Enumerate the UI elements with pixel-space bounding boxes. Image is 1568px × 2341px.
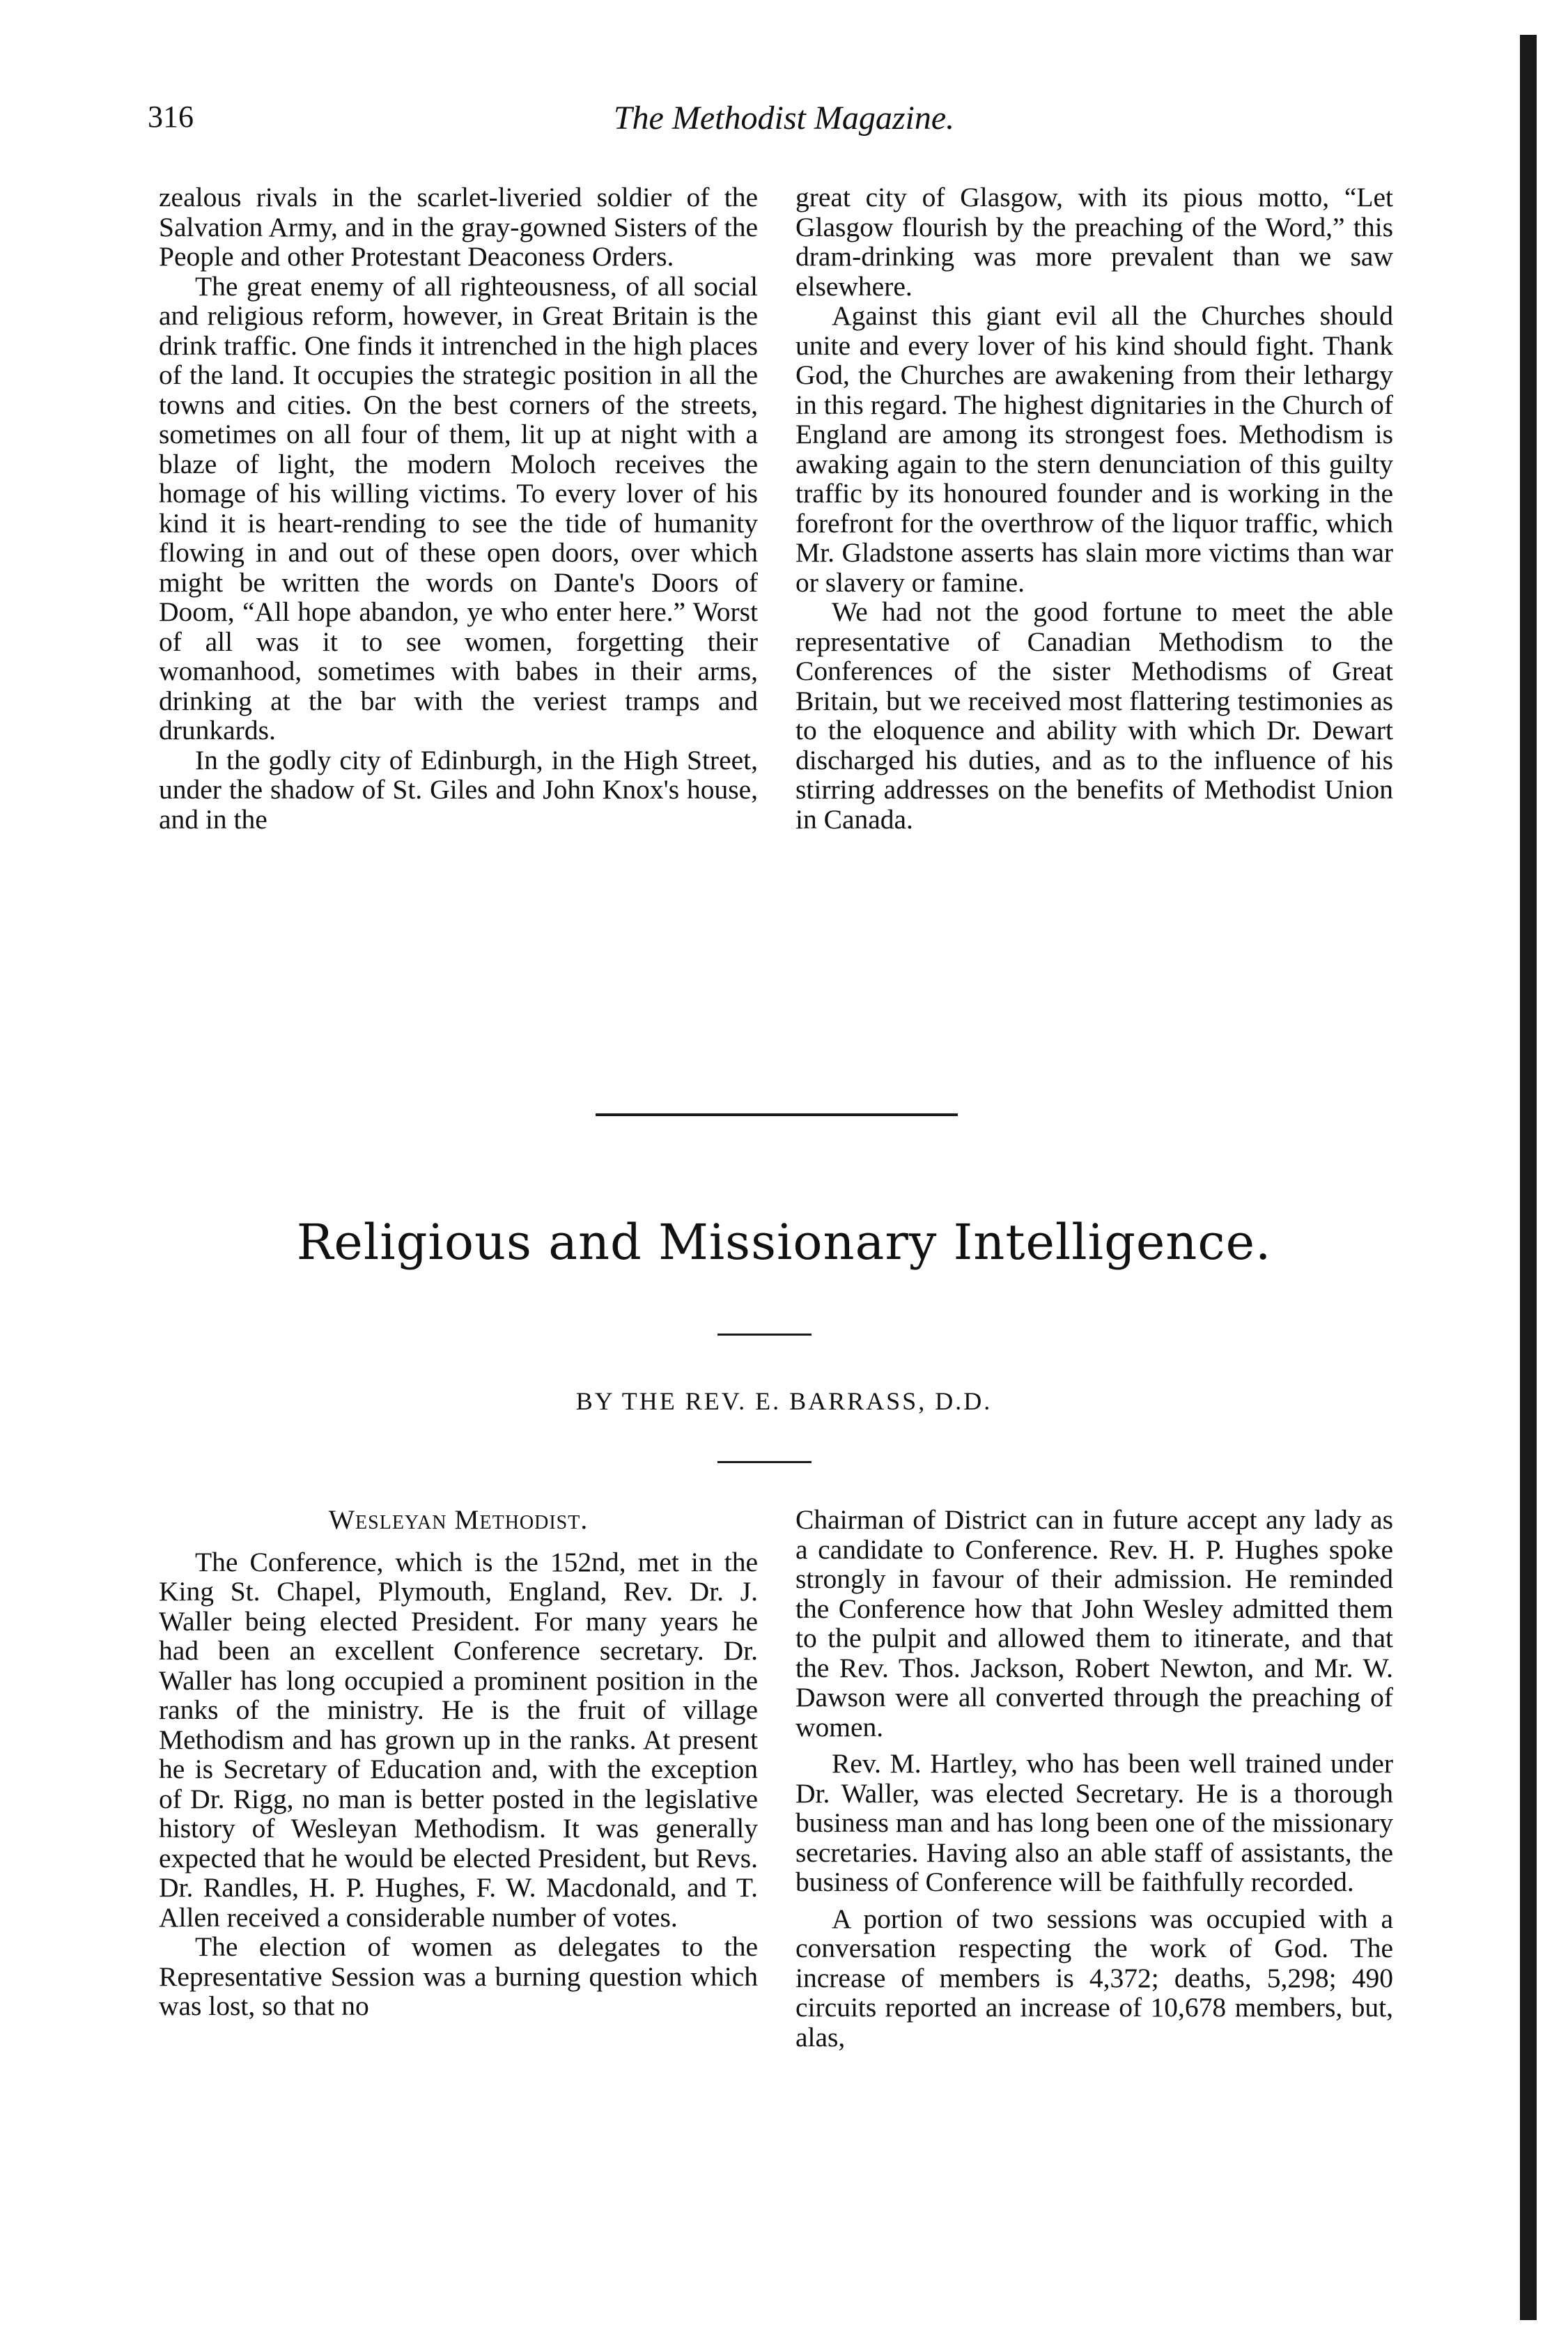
top-left-column xyxy=(159,183,758,834)
paragraph: The great enemy of all righteousness, of all social and religious reform, however, in Great Britain is the drink traffic. One finds it intrenched in the high places of the land. It occupies the strategic position in all the towns and cities. On the best corners of the streets, sometimes on all four of them, lit up at night with a blaze of light, the modern Moloch receives the homage of his willing victims. To every lover of his kind it is heart-rending to see the tide of humanity flowing in and out of these open doors, over which might be written the words on Dante's Doors of Doom, “All hope abandon, ye who enter here.” Worst of all was it to see women, forgetting their womanhood, sometimes with babes in their arms, drinking at the bar with the veriest tramps and drunkards. xyxy=(159,270,758,745)
section-title: Religious and Missionary Intelligence. xyxy=(296,1214,1272,1271)
byline-rule xyxy=(717,1461,812,1463)
page-number: 316 xyxy=(148,100,194,134)
top-right-column xyxy=(795,183,1393,834)
page-edge-bar xyxy=(1520,35,1537,2320)
paragraph: A portion of two sessions was occupied with a conversation respecting the work of God. The increase of members is 4,372; deaths, 5,298; 490 circuits reported an increase of 10,678 members, but, alas, xyxy=(795,1903,1393,2053)
paragraph: Against this giant evil all the Churches should unite and every lover of his kind should fight. Thank God, the Churches are awakening from their lethargy in this regard. The highest dignitaries in the Church of England are among its strongest foes. Methodism is awaking again to the stern denunciation of this guilty traffic by its honoured founder and is working in the forefront for the overthrow of the liquor traffic, which Mr. Gladstone asserts has slain more victims than war or slavery or famine. xyxy=(795,300,1393,598)
paragraph: The Conference, which is the 152nd, met in the King St. Chapel, Plymouth, England, Rev. Dr. J. Waller being elected President. For many years he had been an excellent Conference secretary. Dr. Waller has long occupied a prominent position in the ranks of the ministry. He is the fruit of village Methodism and has grown up in the ranks. At present he is Secretary of Education and, with the exception of Dr. Rigg, no man is better posted in the legislative history of Wesleyan Methodism. It was generally expected that he would be elected President, but Revs. Dr. Randles, H. P. Hughes, F. W. Macdonald, and T. Allen received a considerable number of votes. xyxy=(159,1546,758,1933)
paragraph: In the godly city of Edinburgh, in the High Street, under the shadow of St. Giles and John Knox's house, and in the xyxy=(159,744,758,835)
paragraph: Chairman of District can in future accept any lady as a candidate to Conference. Rev. H. P. Hughes spoke strongly in favour of their admission. He reminded the Conference how that John Wesley admitted them to the pulpit and allowed them to itinerate, and that the Rev. Thos. Jackson, Robert Newton, and Mr. W. Dawson were all converted through the preaching of women. xyxy=(795,1504,1393,1743)
paragraph: The election of women as delegates to the Representative Session was a burning question which was lost, so that no xyxy=(159,1931,758,2021)
byline: BY THE REV. E. BARRASS, D.D. xyxy=(575,1387,993,1415)
running-title: The Methodist Magazine. xyxy=(613,100,955,137)
paragraph: We had not the good fortune to meet the able representative of Canadian Methodism to the Conferences of the sister Methodisms of Great Britain, but we received most flattering testimonies as to the eloquence and ability with which Dr. Dewart discharged his duties, and as to the influence of his stirring addresses on the benefits of Methodist Union in Canada. xyxy=(795,596,1393,835)
section-divider xyxy=(596,1113,958,1116)
bottom-left-column xyxy=(159,1505,758,2021)
bottom-right-column xyxy=(795,1505,1393,2052)
paragraph: great city of Glasgow, with its pious motto, “Let Glasgow flourish by the preaching of the Word,” this dram-drinking was more prevalent than we saw elsewhere. xyxy=(795,182,1393,302)
subheading: Wesleyan Methodist. xyxy=(328,1504,589,1535)
paragraph: zealous rivals in the scarlet-liveried soldier of the Salvation Army, and in the gray-gowned Sisters of the People and other Protestant Deaconess Orders. xyxy=(159,182,758,272)
paragraph: Rev. M. Hartley, who has been well trained under Dr. Waller, was elected Secretary. He is a thorough business man and has long been one of the missionary secretaries. Having also an able staff of assistants, the business of Conference will be faithfully recorded. xyxy=(795,1748,1393,1897)
title-rule xyxy=(717,1334,812,1336)
